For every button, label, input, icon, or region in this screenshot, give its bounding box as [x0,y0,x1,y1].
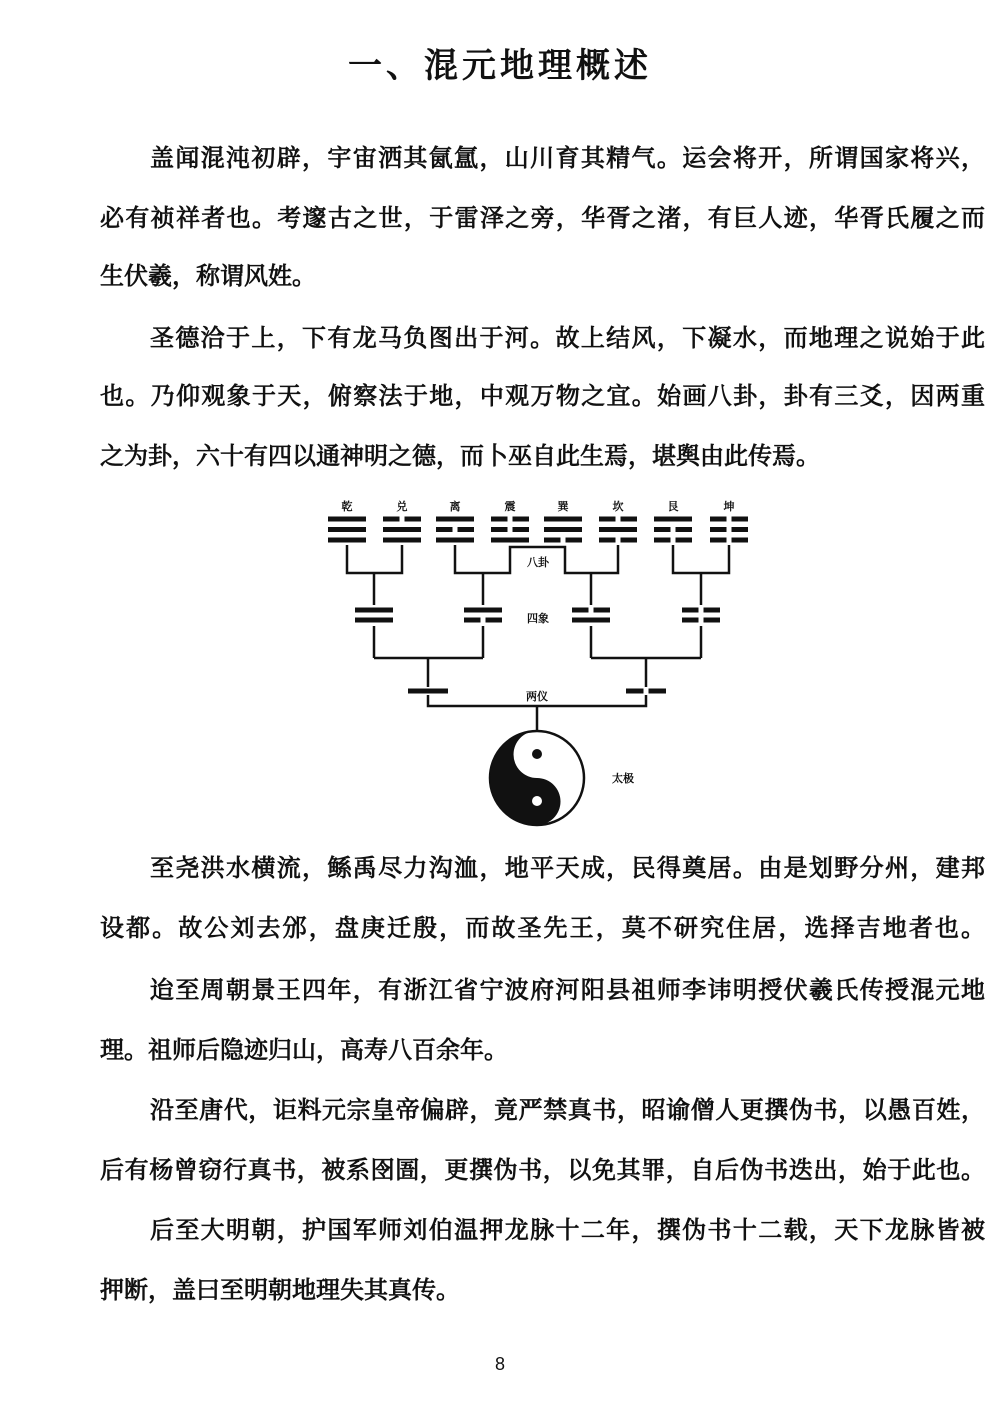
page-number: 8 [494,1354,505,1374]
text-line: 设都。故公刘去邠，盘庚迁殷，而故圣先王，莫不研究住居，选择吉地者也。 [100,913,985,942]
trigram-name: 艮 [667,500,679,513]
text-line: 必有祯祥者也。考邃古之世，于雷泽之旁，华胥之渚，有巨人迹，华胥氏履之而 [100,203,985,232]
text-line: 后有杨曾窃行真书，被系囹圄，更撰伪书，以免其罪，自后伪书迭出，始于此也。 [100,1155,985,1184]
trigram-name: 乾 [341,500,353,513]
connector [347,545,402,573]
text-line: 至尧洪水横流，鲧禹尽力沟洫，地平天成，民得奠居。由是划野分州，建邦 [150,853,985,882]
text-line: 之为卦，六十有四以通神明之德，而卜巫自此生焉，堪舆由此传焉。 [100,441,820,470]
trigram-name: 震 [504,500,516,513]
yin-yang-icon [490,731,584,825]
trigram-name: 兑 [396,500,408,513]
text-line: 后至大明朝，护国军师刘伯温押龙脉十二年，撰伪书十二载，天下龙脉皆被 [150,1215,985,1244]
text-line: 生伏羲，称谓风姓。 [100,261,316,290]
trigram-name: 巽 [557,500,569,513]
liangyi-label: 两仪 [526,690,548,703]
text-line: 沿至唐代，讵料元宗皇帝偏辟，竟严禁真书，昭谕僧人更撰伪书，以愚百姓， [150,1095,985,1124]
text-line: 圣德洽于上，下有龙马负图出于河。故上结风，下凝水，而地理之说始于此 [150,323,985,352]
trigram-name: 离 [449,500,461,513]
text-line: 迨至周朝景王四年，有浙江省宁波府河阳县祖师李讳明授伏羲氏传授混元地 [150,975,985,1004]
connector [673,545,729,573]
page-title: 一、混元地理概述 [348,46,652,86]
text-line: 理。祖师后隐迹归山，高寿八百余年。 [100,1035,508,1064]
trigram-name: 坤 [723,500,735,513]
bagua-label: 八卦 [527,556,549,569]
taiji-label: 太极 [612,772,634,785]
text-line: 押断，盖曰至明朝地理失其真传。 [100,1275,460,1304]
text-line: 也。乃仰观象于天，俯察法于地，中观万物之宜。始画八卦，卦有三爻，因两重 [100,381,985,410]
text-line: 盖闻混沌初辟，宇宙洒其氤氲，山川育其精气。运会将开，所谓国家将兴， [150,143,985,172]
sixiang-label: 四象 [527,612,549,625]
trigram-name: 坎 [612,500,624,513]
